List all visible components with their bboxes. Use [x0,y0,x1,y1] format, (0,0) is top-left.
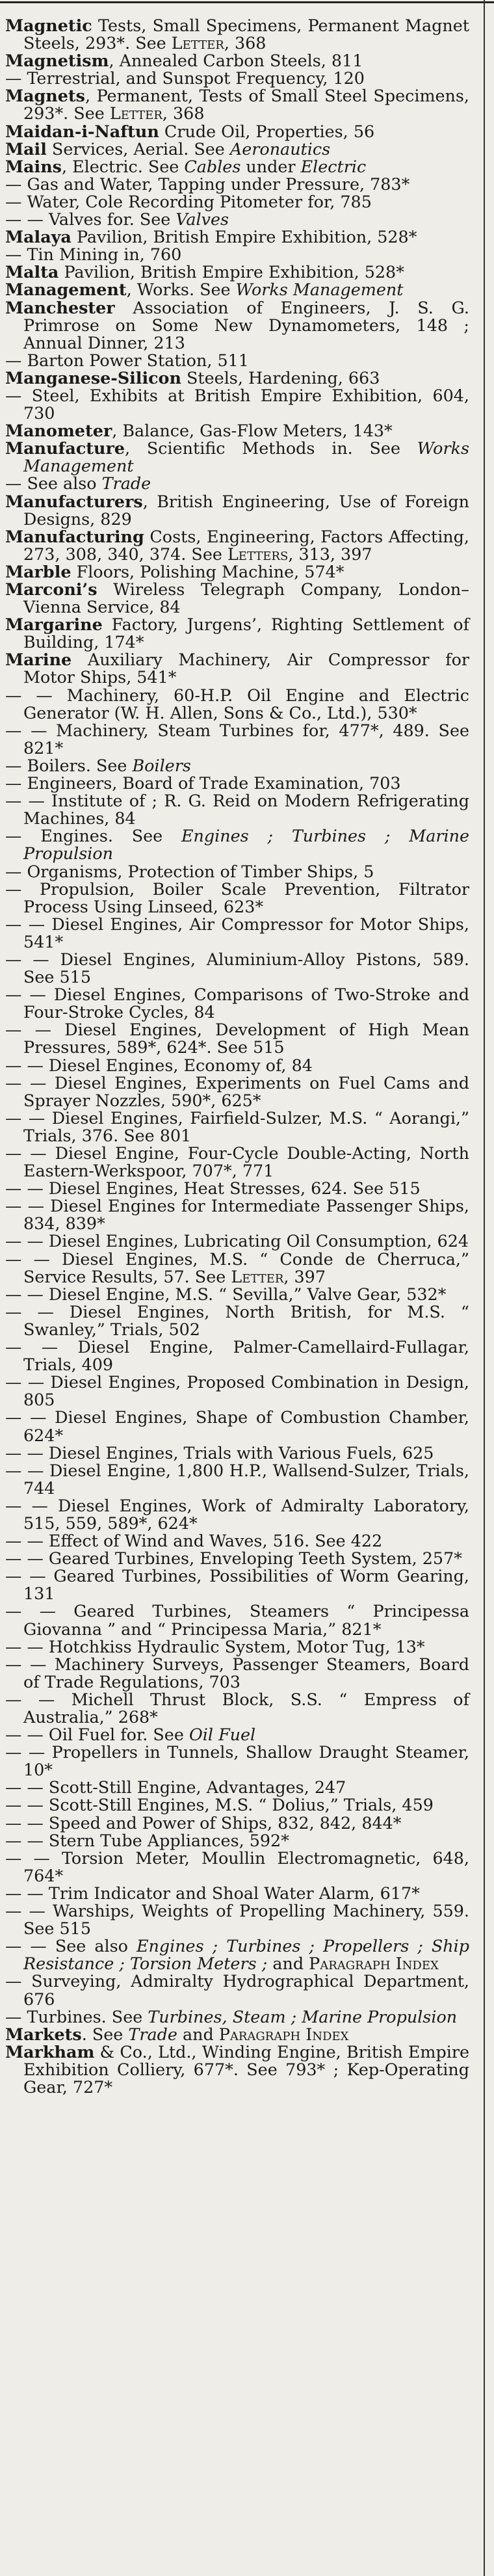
index-entry: — Organisms, Protection of Timber Ships, 5 [5,861,374,881]
index-entry: Manometer, Balance, Gas-Flow Meters, 143* [5,421,393,441]
index-entry: — — Diesel Engines, Lubricating Oil Consumption, 624 [5,1231,469,1251]
index-entry: Malaya Pavilion, British Empire Exhibition, 528* [5,227,417,247]
index-entry: Marconi’s Wireless Telegraph Company, London–Vienna Service, 84 [5,579,469,617]
index-entry: — — Diesel Engines, Air Compressor for Motor Ships, 541* [5,914,469,951]
index-entry: — — Institute of ; R. G. Reid on Modern Refrigerating Machines, 84 [5,791,469,829]
index-entry: — — Speed and Power of Ships, 832, 842, 844* [5,1812,402,1833]
index-entry: — — Machinery, Steam Turbines for, 477*, 489. See 821* [5,720,469,758]
index-entry: Marble Floors, Polishing Machine, 574* [5,561,344,581]
top-rule [0,1,494,3]
index-entry: — — Diesel Engines, Experiments on Fuel Cams and Sprayer Nozzles, 590*, 625* [5,1072,469,1110]
index-entry: — — Diesel Engine, 1,800 H.P., Wallsend-Sulzer, Trials, 744 [5,1460,469,1498]
index-entry: Maidan-i-Naftun Crude Oil, Properties, 56 [5,121,375,141]
index-entry: — — Geared Turbines, Enveloping Teeth System, 257* [5,1548,462,1569]
index-entry: Markets. See Trade and Paragraph Index [5,2024,349,2044]
index-entry: Magnetic Tests, Small Specimens, Permanent Magnet Steels, 293*. See Letter, 368 [5,16,469,53]
index-entry: — — See also Engines ; Turbines ; Propellers ; Ship Resistance ; Torsion Meters ; and Paragraph Index [5,1936,470,1974]
index-entry: Manganese-Silicon Steels, Hardening, 663 [5,367,380,388]
index-entry: — Engines. See Engines ; Turbines ; Marine Propulsion [5,826,470,864]
index-entry: — Tin Mining in, 760 [5,245,182,265]
index-entry: — — Machinery, 60-H.P. Oil Engine and Electric Generator (W. H. Allen, Sons & Co., Ltd.), 530* [5,685,469,723]
index-entry: — — Diesel Engines for Intermediate Passenger Ships, 834, 839* [5,1196,469,1234]
index-entry: Manufacturing Costs, Engineering, Factors Affecting, 273, 308, 340, 374. See Letters, 313, 397 [5,526,469,564]
index-entry: — — Diesel Engine, Palmer-Camellaird-Fullagar, Trials, 409 [5,1337,469,1375]
index-entry: — Engineers, Board of Trade Examination, 703 [5,773,401,793]
index-entry: — — Oil Fuel for. See Oil Fuel [5,1725,256,1745]
index-entry: — Propulsion, Boiler Scale Prevention, Filtrator Process Using Linseed, 623* [5,879,469,916]
index-entry: — — Diesel Engines, Proposed Combination in Design, 805 [5,1372,469,1410]
index-entry: — — Propellers in Tunnels, Shallow Draught Steamer, 10* [5,1742,469,1780]
index-entry: Malta Pavilion, British Empire Exhibition, 528* [5,262,404,282]
index-entry: — — Diesel Engines, Trials with Various Fuels, 625 [5,1442,434,1463]
index-entry: Manufacturers, British Engineering, Use of Foreign Designs, 829 [5,491,469,529]
index-entry: — — Diesel Engines, Development of High Mean Pressures, 589*, 624*. See 515 [5,1020,469,1057]
index-entry: — — Diesel Engines, M.S. “ Conde de Cherruca,” Service Results, 57. See Letter, 397 [5,1249,469,1286]
index-entry: — — Scott-Still Engine, Advantages, 247 [5,1777,346,1798]
index-entry: — — Diesel Engines, North British, for M.S. “ Swanley,” Trials, 502 [5,1301,469,1339]
index-entry: — Surveying, Admiralty Hydrographical Department, 676 [5,1971,469,2009]
index-entry: — — Diesel Engine, Four-Cycle Double-Acting, North Eastern-Werkspoor, 707*, 771 [5,1143,469,1181]
index-entry: — — Michell Thrust Block, S.S. “ Empress of Australia,” 268* [5,1689,469,1727]
index-entry: — — Geared Turbines, Steamers “ Principessa Giovanna ” and “ Principessa Maria,” 821* [5,1601,469,1639]
index-entry: — Turbines. See Turbines, Steam ; Marine Propulsion [5,2006,458,2026]
index-entry: — — Diesel Engines, Comparisons of Two-Stroke and Four-Stroke Cycles, 84 [5,985,469,1022]
index-entry: — — Scott-Still Engines, M.S. “ Dolius,” Trials, 459 [5,1795,434,1815]
index-entry: — — Diesel Engines, Heat Stresses, 624. See 515 [5,1178,421,1199]
index-entry: — Gas and Water, Tapping under Pressure, 783* [5,174,410,194]
index-entry: Magnetism, Annealed Carbon Steels, 811 [5,51,363,71]
index-entry: — — Hotchkiss Hydraulic System, Motor Tug, 13* [5,1636,425,1656]
index-entry: Magnets, Permanent, Tests of Small Steel Specimens, 293*. See Letter, 368 [5,86,469,124]
index-entry: — — Diesel Engines, Work of Admiralty Laboratory, 515, 559, 589*, 624* [5,1495,469,1533]
index-entry: — — Valves for. See Valves [5,209,229,230]
index-entry: Mail Services, Aerial. See Aeronautics [5,139,331,159]
index-entry: — — Warships, Weights of Propelling Machinery, 559. See 515 [5,1901,469,1939]
index-entry: — — Diesel Engines, Aluminium-Alloy Pistons, 589. See 515 [5,949,469,987]
index-entry: — — Torsion Meter, Moullin Electromagnetic, 648, 764* [5,1848,469,1885]
index-entry: — — Diesel Engines, Economy of, 84 [5,1055,313,1075]
index-entry: — Water, Cole Recording Pitometer for, 785 [5,191,372,211]
index-entry: Margarine Factory, Jurgens’, Righting Settlement of Building, 174* [5,615,469,652]
index-entry: — — Geared Turbines, Possibilities of Worm Gearing, 131 [5,1566,469,1604]
index-entry: Marine Auxiliary Machinery, Air Compressor for Motor Ships, 541* [5,650,469,687]
index-entry: — — Machinery Surveys, Passenger Steamers, Board of Trade Regulations, 703 [5,1654,469,1692]
index-entry: — — Diesel Engines, Fairfield-Sulzer, M.S. “ Aorangi,” Trials, 376. See 801 [5,1108,469,1145]
index-entry: Mains, Electric. See Cables under Electric [5,156,367,176]
index-entry: Manchester Association of Engineers, J. S. G. Primrose on Some New Dynamometers, 148 ; Annual Dinner, 213 [5,297,469,352]
index-entry: Management, Works. See Works Management [5,280,404,300]
index-entry: — — Stern Tube Appliances, 592* [5,1830,289,1850]
index-entry: — Terrestrial, and Sunspot Frequency, 120 [5,68,365,88]
index-entry: Markham & Co., Ltd., Winding Engine, British Empire Exhibition Colliery, 677*. See 793* ; Kep-Operating Gear, 727* [5,2041,469,2097]
column-divider [484,0,485,2576]
index-entry: — Steel, Exhibits at British Empire Exhibition, 604, 730 [5,385,469,423]
index-entry: — — Trim Indicator and Shoal Water Alarm, 617* [5,1883,420,1903]
index-entry: — — Diesel Engine, M.S. “ Sevilla,” Valve Gear, 532* [5,1284,447,1304]
index-column [5,17,469,2096]
index-entry: — — Diesel Engines, Shape of Combustion Chamber, 624* [5,1407,469,1445]
index-entry: — Barton Power Station, 511 [5,350,249,370]
index-entry: Manufacture, Scientific Methods in. See Works Management [5,438,469,476]
index-entry: — See also Trade [5,473,151,494]
index-entry: — — Effect of Wind and Waves, 516. See 422 [5,1531,383,1551]
index-entry: — Boilers. See Boilers [5,755,191,775]
